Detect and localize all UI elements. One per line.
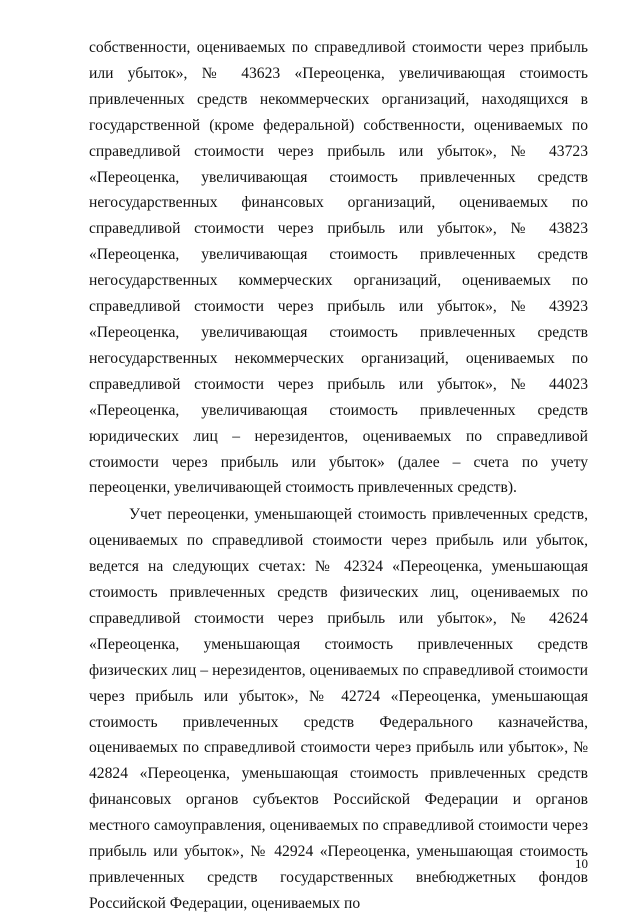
paragraph-continuation: собственности, оцениваемых по справедливой стоимости через прибыль или убыток», № 43623 «Переоценка, увеличивающая стоимость привлеченных средств некоммерческих организаций, находящихся в государственной (кроме федеральной) собственности, оцениваемых по справедливой стоимости через прибыль или убыток», № 43723 «Переоценка, увеличивающая стоимость привлеченных средств негосударственных финансовых организаций, оцениваемых по справедливой стоимости через прибыль или убыток», № 43823 «Переоценка, увеличивающая стоимость привлеченных средств негосударственных коммерческих организаций, оцениваемых по справедливой стоимости через прибыль или убыток», № 43923 «Переоценка, увеличивающая стоимость привлеченных средств негосударственных некоммерческих организаций, оцениваемых по справедливой стоимости через прибыль или убыток», № 44023 «Переоценка, увеличивающая стоимость привлеченных средств юридических лиц – нерезидентов, оцениваемых по справедливой стоимости через прибыль или убыток» (далее – счета по учету переоценки, увеличивающей стоимость привлеченных средств). <box>89 39 588 497</box>
body-text <box>89 35 588 917</box>
paragraph-revaluation-decrease: Учет переоценки, уменьшающей стоимость привлеченных средств, оцениваемых по справедливой стоимости через прибыль или убыток, ведется на следующих счетах: № 42324 «Переоценка, уменьшающая стоимость привлеченных средств физических лиц, оцениваемых по справедливой стоимости через прибыль или убыток», № 42624 «Переоценка, уменьшающая стоимость привлеченных средств физических лиц – нерезидентов, оцениваемых по справедливой стоимости через прибыль или убыток», № 42724 «Переоценка, уменьшающая стоимость привлеченных средств Федерального казначейства, оцениваемых по справедливой стоимости через прибыль или убыток», № 42824 «Переоценка, уменьшающая стоимость привлеченных средств финансовых органов субъектов Российской Федерации и органов местного самоуправления, оцениваемых по справедливой стоимости через прибыль или убыток», № 42924 «Переоценка, уменьшающая стоимость привлеченных средств государственных внебюджетных фондов Российской Федерации, оцениваемых по <box>89 506 588 912</box>
page-number: 10 <box>575 856 588 871</box>
